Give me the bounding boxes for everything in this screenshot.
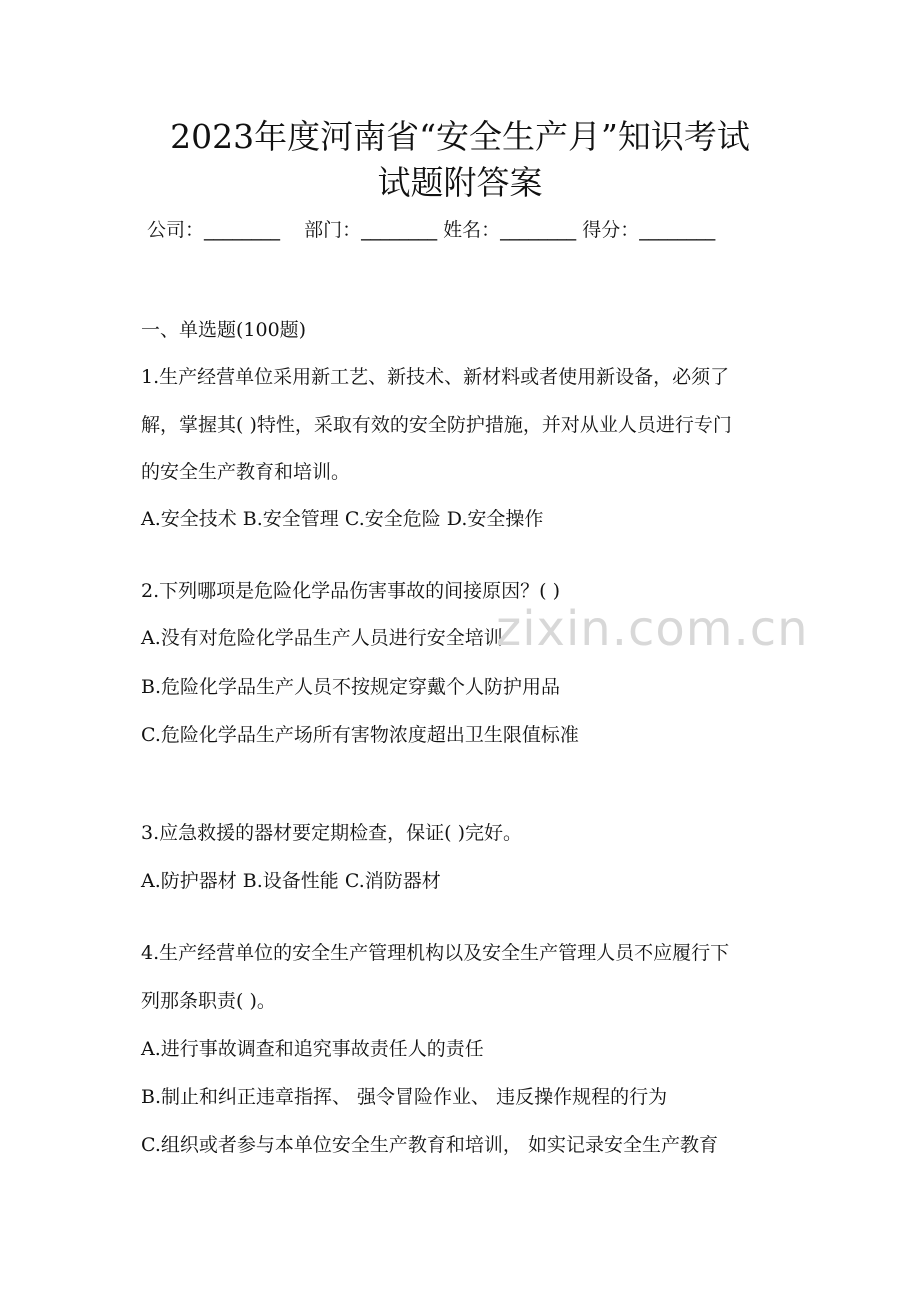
question-4-line-1: 4.生产经营单位的安全生产管理机构以及安全生产管理人员不应履行下 bbox=[141, 942, 730, 964]
question-1-line-3: 的安全生产教育和培训。 bbox=[141, 461, 351, 483]
question-3-options: A.防护器材 B.设备性能 C.消防器材 bbox=[141, 870, 441, 892]
question-2-line-1: 2.下列哪项是危险化学品伤害事故的间接原因？( ) bbox=[141, 580, 560, 602]
document-title-line-2: 试题附答案 bbox=[377, 163, 543, 202]
question-4-option-c: C.组织或者参与本单位安全生产教育和培训， 如实记录安全生产教育 bbox=[141, 1134, 718, 1156]
section-heading: 一、单选题(100题) bbox=[141, 319, 307, 341]
score-field: 得分：________ bbox=[582, 219, 716, 241]
question-4-option-b: B.制止和纠正违章指挥、 强令冒险作业、 违反操作规程的行为 bbox=[141, 1086, 668, 1108]
document-title-line-1: 2023年度河南省“安全生产月”知识考试 bbox=[170, 117, 750, 156]
question-1-options: A.安全技术 B.安全管理 C.安全危险 D.安全操作 bbox=[141, 508, 544, 530]
watermark: zixin.com.cn bbox=[496, 601, 809, 657]
exam-info-row bbox=[147, 217, 787, 243]
name-field: 姓名：________ bbox=[443, 219, 577, 241]
question-1-line-1: 1.生产经营单位采用新工艺、新技术、新材料或者使用新设备，必须了 bbox=[141, 366, 730, 388]
question-2-option-a: A.没有对危险化学品生产人员进行安全培训 bbox=[141, 627, 503, 649]
question-2-option-b: B.危险化学品生产人员不按规定穿戴个人防护用品 bbox=[141, 676, 561, 698]
company-field: 公司：________ bbox=[147, 219, 281, 241]
department-field: 部门：________ bbox=[304, 219, 438, 241]
question-4-line-2: 列那条职责( )。 bbox=[141, 990, 276, 1012]
question-2-option-c: C.危险化学品生产场所有害物浓度超出卫生限值标准 bbox=[141, 724, 579, 746]
question-4-option-a: A.进行事故调查和追究事故责任人的责任 bbox=[141, 1038, 484, 1060]
question-3-line-1: 3.应急救援的器材要定期检查，保证( )完好。 bbox=[141, 822, 522, 844]
question-1-line-2: 解，掌握其( )特性，采取有效的安全防护措施，并对从业人员进行专门 bbox=[141, 414, 732, 436]
